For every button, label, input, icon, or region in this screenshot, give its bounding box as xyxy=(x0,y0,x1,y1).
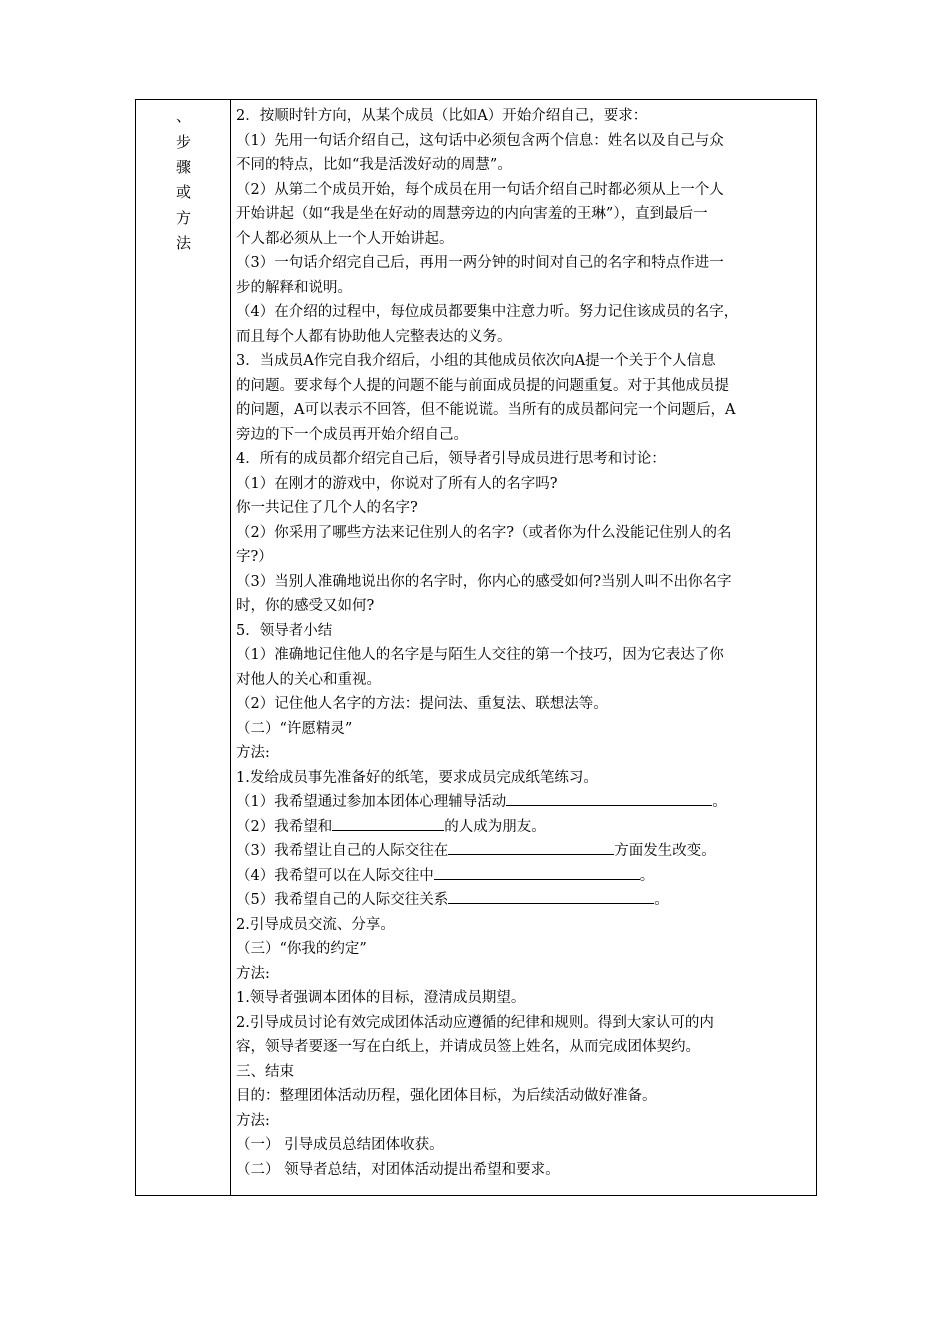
text-line: 个人都必须从上一个人开始讲起。 xyxy=(236,230,454,247)
text-line: （2）记住他人名字的方法：提问法、重复法、联想法等。 xyxy=(236,696,608,712)
text-line: 的问题，A可以表示不回答，但不能说谎。当所有的成员都问完一个问题后，A xyxy=(236,402,736,418)
wish-line xyxy=(236,888,814,913)
fill-blank[interactable] xyxy=(448,840,614,855)
label-char: 方 xyxy=(175,209,191,227)
label-char: 步 xyxy=(175,133,191,151)
text-line: 1.发给成员事先准备好的纸笔，要求成员完成纸笔练习。 xyxy=(236,769,598,786)
text-line: 目的：整理团体活动历程，强化团体目标，为后续活动做好准备。 xyxy=(236,1088,657,1104)
wish-suffix: 。 xyxy=(639,867,655,884)
steps-label-cell xyxy=(136,100,231,1195)
text-line: 的问题。要求每个人提的问题不能与前面成员提的问题重复。对于其他成员提 xyxy=(236,377,729,394)
text-line: （2）你采用了哪些方法来记住别人的名字?（或者你为什么没能记住别人的名 xyxy=(236,524,732,541)
text-line: 5．领导者小结 xyxy=(236,622,333,639)
wish-line xyxy=(236,839,814,864)
label-char: 或 xyxy=(175,183,191,201)
text-line: 3．当成员A作完自我介绍后，小组的其他成员依次向A提一个关于个人信息 xyxy=(236,353,716,369)
text-line: 2.引导成员讨论有效完成团体活动应遵循的纪律和规则。得到大家认可的内 xyxy=(236,1014,714,1031)
fill-blank[interactable] xyxy=(332,816,444,831)
wish-prompt: （5）我希望自己的人际交往关系 xyxy=(236,892,449,908)
label-char: 法 xyxy=(175,234,191,252)
text-line: 1.领导者强调本团体的目标，澄清成员期望。 xyxy=(236,990,526,1006)
text-line: 你一共记住了几个人的名字? xyxy=(236,500,418,516)
text-line: （1）先用一句话介绍自己，这句话中必须包含两个信息：姓名以及自己与众 xyxy=(236,132,724,149)
label-char: 、 xyxy=(175,107,191,125)
wish-line xyxy=(236,815,814,840)
wish-suffix: 方面发生改变。 xyxy=(614,843,716,859)
text-line: 字?） xyxy=(236,549,273,565)
text-line: （三）“你我的约定” xyxy=(236,941,367,957)
text-line: 时，你的感受又如何? xyxy=(236,598,375,614)
text-line: 方法: xyxy=(236,745,270,761)
text-line: 三、结束 xyxy=(236,1063,294,1080)
wish-prompt: （1）我希望通过参加本团体心理辅导活动 xyxy=(236,794,507,810)
wish-prompt: （3）我希望让自己的人际交往在 xyxy=(236,843,449,859)
text-line: 4．所有的成员都介绍完自己后，领导者引导成员进行思考和讨论： xyxy=(236,451,666,467)
text-line: 方法: xyxy=(236,1112,270,1129)
text-line: 2．按顺时针方向，从某个成员（比如A）开始介绍自己，要求： xyxy=(236,108,648,124)
fill-blank[interactable] xyxy=(506,791,712,806)
fill-blank[interactable] xyxy=(434,865,640,880)
text-line: 步的解释和说明。 xyxy=(236,279,352,296)
text-line: 而且每个人都有协助他人完整表达的义务。 xyxy=(236,328,512,345)
text-line: （1）在刚才的游戏中，你说对了所有人的名字吗? xyxy=(236,475,558,492)
document-table xyxy=(135,99,817,1196)
wish-suffix: 的人成为朋友。 xyxy=(444,818,546,835)
text-line: （3）一句话介绍完自己后，再用一两分钟的时间对自己的名字和特点作进一 xyxy=(236,255,724,271)
text-line: 不同的特点，比如“我是活泼好动的周慧”。 xyxy=(236,157,512,173)
text-line: （2）从第二个成员开始，每个成员在用一句话介绍自己时都必须从上一个人 xyxy=(236,181,724,198)
fill-blank[interactable] xyxy=(448,889,654,904)
text-line: （1）准确地记住他人的名字是与陌生人交往的第一个技巧，因为它表达了你 xyxy=(236,647,724,663)
text-line: （4）在介绍的过程中，每位成员都要集中注意力听。努力记住该成员的名字， xyxy=(236,304,739,320)
text-line: 开始讲起（如“我是坐在好动的周慧旁边的内向害羞的王琳”），直到最后一 xyxy=(236,206,708,222)
text-line: 容，领导者要逐一写在白纸上，并请成员签上姓名，从而完成团体契约。 xyxy=(236,1039,700,1055)
text-line: 旁边的下一个成员再开始介绍自己。 xyxy=(236,426,468,443)
text-line: （二）“许愿精灵” xyxy=(236,720,353,737)
text-line: 2.引导成员交流、分享。 xyxy=(236,916,395,933)
wish-line xyxy=(236,790,814,815)
wish-suffix: 。 xyxy=(654,892,669,908)
wish-prompt: （2）我希望和 xyxy=(236,818,333,835)
text-line: （二） 领导者总结，对团体活动提出希望和要求。 xyxy=(236,1161,560,1178)
text-line: （一） 引导成员总结团体收获。 xyxy=(236,1137,444,1153)
label-char: 骤 xyxy=(175,158,191,176)
wish-prompt: （4）我希望可以在人际交往中 xyxy=(236,867,434,884)
steps-content-cell xyxy=(236,104,814,1182)
wish-suffix: 。 xyxy=(712,794,727,810)
text-line: （3）当别人准确地说出你的名字时，你内心的感受如何?当别人叫不出你名字 xyxy=(236,573,732,590)
text-line: 对他人的关心和重视。 xyxy=(236,671,381,688)
text-line: 方法: xyxy=(236,965,270,982)
wish-line xyxy=(236,864,814,889)
